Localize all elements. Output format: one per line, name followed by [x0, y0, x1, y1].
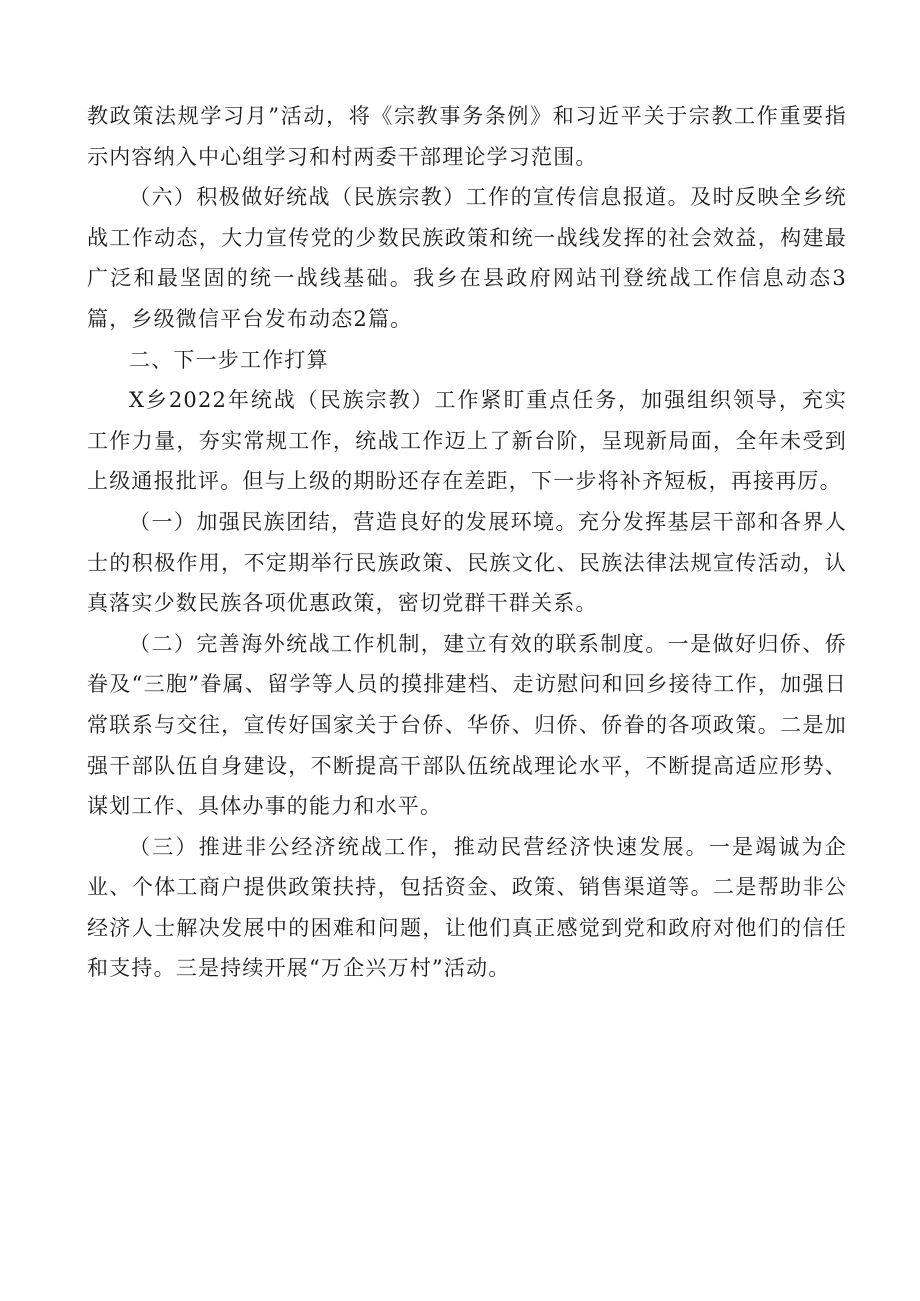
paragraph-continuation: 教政策法规学习月”活动，将《宗教事务条例》和习近平关于宗教工作重要指示内容纳入中心组学习和村两委干部理论学习范围。 [87, 104, 847, 169]
paragraph-summary: X乡2022年统战（民族宗教）工作紧盯重点任务，加强组织领导，充实工作力量，夯实常规工作，统战工作迈上了新台阶，呈现新局面，全年未受到上级通报批评。但与上级的期盼还存在差距，下一步将补齐短板，再接再厉。 [87, 388, 847, 494]
section-heading: 二、下一步工作打算 [129, 347, 329, 372]
paragraph-plan-3: （三）推进非公经济统战工作，推动民营经济快速发展。一是竭诚为企业、个体工商户提供政策扶持，包括资金、政策、销售渠道等。二是帮助非公经济人士解决发展中的困难和问题，让他们真正感觉到党和政府对他们的信任和支持。三是持续开展“万企兴万村”活动。 [87, 834, 847, 981]
paragraph-plan-2: （二）完善海外统战工作机制，建立有效的联系制度。一是做好归侨、侨眷及“三胞”眷属、留学等人员的摸排建档、走访慰问和回乡接待工作，加强日常联系与交往，宣传好国家关于台侨、华侨、归侨、侨眷的各项政策。二是加强干部队伍自身建设，不断提高干部队伍统战理论水平，不断提高适应形势、谋划工作、具体办事的能力和水平。 [87, 631, 847, 819]
paragraph-item-6: （六）积极做好统战（民族宗教）工作的宣传信息报道。及时反映全乡统战工作动态，大力宣传党的少数民族政策和统一战线发挥的社会效益，构建最广泛和最坚固的统一战线基础。我乡在县政府网站刊登统战工作信息动态3篇，乡级微信平台发布动态2篇。 [87, 185, 847, 331]
document-body [87, 96, 847, 989]
paragraph-plan-1: （一）加强民族团结，营造良好的发展环境。充分发挥基层干部和各界人士的积极作用，不定期举行民族政策、民族文化、民族法律法规宣传活动，认真落实少数民族各项优惠政策，密切党群干群关系。 [87, 509, 847, 616]
